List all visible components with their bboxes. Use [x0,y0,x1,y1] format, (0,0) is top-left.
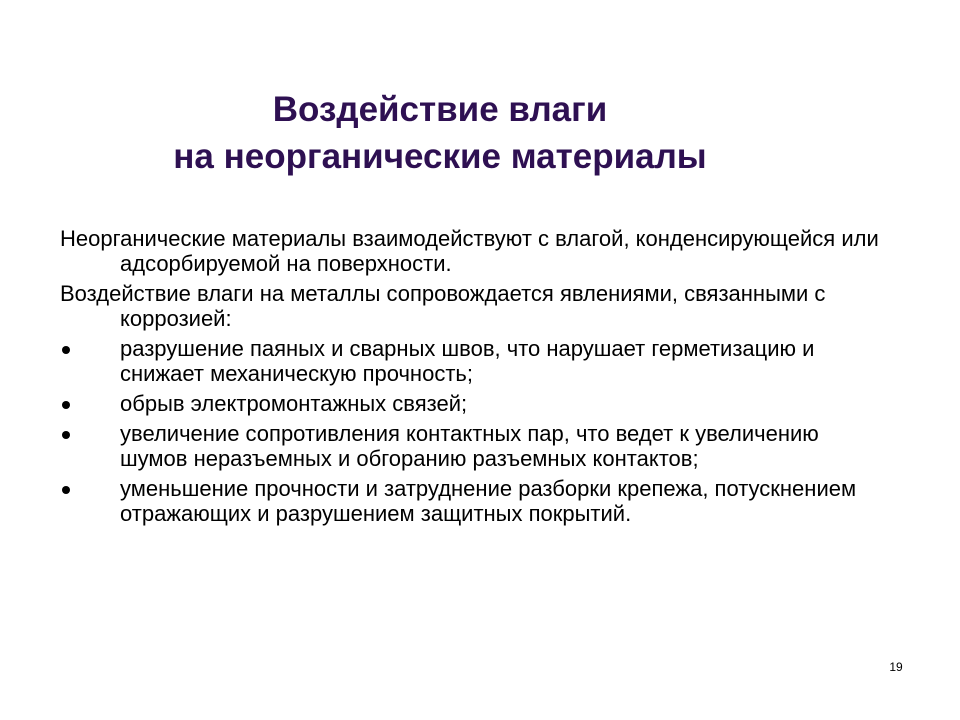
slide-body [60,226,880,531]
bullet-dot-icon [62,486,70,494]
bullet-dot-icon [62,431,70,439]
slide-title-line-2: на неорганические материалы [173,137,707,176]
bullet-item-solder-welds [60,336,880,386]
bullet-text: разрушение паяных и сварных швов, что нарушает герметизацию и снижает механическую прочность; [120,336,815,386]
page-number: 19 [889,660,903,674]
paragraph-inorganic-materials: Неорганические материалы взаимодействуют с влагой, конденсирующейся или адсорбируемой на поверхности. [60,226,879,276]
bullet-dot-icon [62,401,70,409]
bullet-item-wiring-break [60,391,880,416]
slide-title-line-1: Воздействие влаги [272,90,608,129]
bullet-item-fastener-strength [60,476,880,526]
bullet-list [60,336,880,526]
bullet-text: увеличение сопротивления контактных пар, что ведет к увеличению шумов неразъемных и обгоранию разъемных контактов; [120,421,819,471]
bullet-text: обрыв электромонтажных связей; [120,391,468,416]
bullet-text: уменьшение прочности и затруднение разборки крепежа, потускнением отражающих и разрушением защитных покрытий. [120,476,857,526]
paragraph-metals-corrosion: Воздействие влаги на металлы сопровождается явлениями, связанными с коррозией: [60,281,826,331]
bullet-dot-icon [62,346,70,354]
bullet-item-contact-resistance [60,421,880,471]
slide-title [0,86,880,180]
